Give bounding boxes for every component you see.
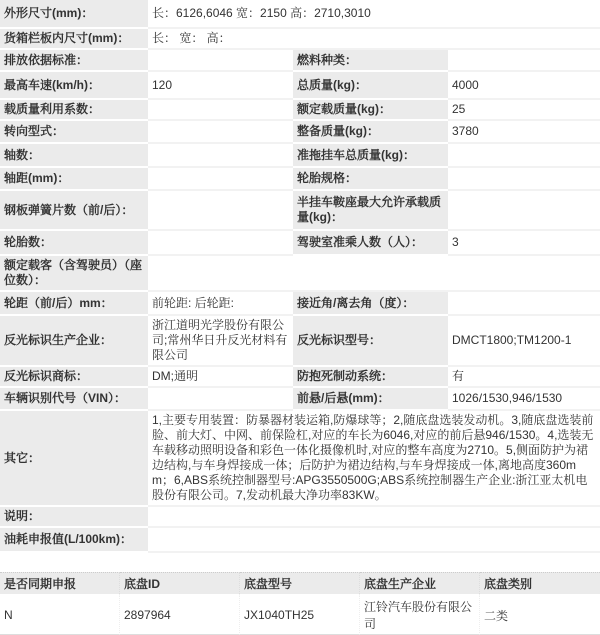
spec-row-axles-trailer <box>0 144 600 168</box>
label-rated-seating: 额定载客（含驾驶员）（座位数）： <box>0 256 148 292</box>
label-vin: 车辆识别代号（VIN）： <box>0 388 148 411</box>
value-tire-count <box>148 231 293 256</box>
label-overhang: 前悬/后悬(mm)： <box>293 388 448 411</box>
label-reflective-brand: 反光标识商标： <box>0 367 148 388</box>
value-load-utilization <box>148 100 293 121</box>
spec-row-reflective-maker <box>0 316 600 367</box>
value-emission-standard <box>148 50 293 72</box>
spec-row-speed-mass <box>0 72 600 100</box>
spec-row-fuel-consumption <box>0 528 600 553</box>
label-other: 其它： <box>0 411 148 507</box>
label-reflective-manufacturer: 反光标识生产企业： <box>0 316 148 367</box>
value-cargo-inner-size: 长： 宽： 高： <box>148 29 600 50</box>
label-approach-departure-angle: 接近角/离去角（度）： <box>293 292 448 316</box>
value-tire-spec <box>448 168 600 191</box>
spec-row-vin-overhang <box>0 388 600 411</box>
chassis-manufacturer: 江铃汽车股份有限公司 <box>360 596 480 635</box>
label-abs: 防抱死制动系统： <box>293 367 448 388</box>
chassis-header-id: 底盘ID <box>120 572 240 596</box>
label-rated-load: 额定载质量(kg)： <box>293 100 448 121</box>
label-cargo-inner-size: 货箱栏板内尺寸(mm)： <box>0 29 148 50</box>
label-cab-passengers: 驾驶室准乘人数（人）： <box>293 231 448 256</box>
value-fuel-type <box>448 50 600 72</box>
spec-row-wheelbase-tire <box>0 168 600 191</box>
label-total-mass: 总质量(kg)： <box>293 72 448 100</box>
label-leaf-springs: 钢板弹簧片数（前/后）： <box>0 191 148 231</box>
spec-row-steering-curb <box>0 121 600 144</box>
label-wheelbase: 轴距(mm)： <box>0 168 148 191</box>
label-steering-type: 转向型式： <box>0 121 148 144</box>
chassis-concurrent: N <box>0 596 120 635</box>
label-tire-count: 轮胎数： <box>0 231 148 256</box>
value-other: 1,主要专用装置：防暴器材装运箱,防爆球等；2,随底盘选装发动机。3,随底盘选装前脸、前大灯、中网、前保险杠,对应的车长为6046,对应的前后悬946/1530。4,选装无车载移动照明设备和彩色一体化摄像机时,对应的整车高度为2710。5,侧面防护为裙边结构,与车身焊接成一体；后防护为裙边结构,与车身焊接成一体,离地高度360mm；6,ABS系统控制器型号:APG3550500G;ABS系统控制器生产企业:浙江亚太机电股份有限公司。7,发动机最大净功率83KW。 <box>148 411 600 507</box>
value-track-width: 前轮距: 后轮距: <box>148 292 293 316</box>
label-overall-dimensions: 外形尺寸(mm)： <box>0 0 148 29</box>
chassis-category: 二类 <box>480 596 600 635</box>
value-max-speed: 120 <box>148 72 293 100</box>
spec-row-load-factor <box>0 100 600 121</box>
value-curb-weight: 3780 <box>448 121 600 144</box>
value-abs: 有 <box>448 367 600 388</box>
chassis-data-row <box>0 596 600 635</box>
value-fuel-consumption <box>148 528 600 553</box>
label-emission-standard: 排放依据标准： <box>0 50 148 72</box>
value-leaf-springs <box>148 191 293 231</box>
value-reflective-manufacturer: 浙江道明光学股份有限公司;常州华日升反光材料有限公司 <box>148 316 293 367</box>
chassis-table <box>0 572 600 635</box>
spec-row-springs-saddle <box>0 191 600 231</box>
spec-row-cargo-inner-size <box>0 29 600 50</box>
chassis-model: JX1040TH25 <box>240 596 360 635</box>
label-notes: 说明： <box>0 507 148 528</box>
value-rated-seating <box>148 256 600 292</box>
spec-row-notes <box>0 507 600 528</box>
chassis-header-model: 底盘型号 <box>240 572 360 596</box>
chassis-id: 2897964 <box>120 596 240 635</box>
spec-row-reflective-brand-abs <box>0 367 600 388</box>
value-trailer-mass <box>448 144 600 168</box>
value-total-mass: 4000 <box>448 72 600 100</box>
value-notes <box>148 507 600 528</box>
spec-row-seating <box>0 256 600 292</box>
value-cab-passengers: 3 <box>448 231 600 256</box>
value-reflective-brand: DM;通明 <box>148 367 293 388</box>
value-steering-type <box>148 121 293 144</box>
spec-row-dimensions <box>0 0 600 29</box>
value-vin <box>148 388 293 411</box>
label-axle-count: 轴数： <box>0 144 148 168</box>
label-track-width: 轮距（前/后）mm： <box>0 292 148 316</box>
value-reflective-model: DMCT1800;TM1200-1 <box>448 316 600 367</box>
label-max-speed: 最高车速(km/h)： <box>0 72 148 100</box>
chassis-header-manufacturer: 底盘生产企业 <box>360 572 480 596</box>
label-load-utilization: 载质量利用系数： <box>0 100 148 121</box>
label-curb-weight: 整备质量(kg)： <box>293 121 448 144</box>
value-overall-dimensions: 长：6126,6046 宽：2150 高：2710,3010 <box>148 0 600 29</box>
value-wheelbase <box>148 168 293 191</box>
value-overhang: 1026/1530,946/1530 <box>448 388 600 411</box>
chassis-header-row <box>0 572 600 596</box>
value-axle-count <box>148 144 293 168</box>
chassis-header-concurrent: 是否同期申报 <box>0 572 120 596</box>
label-reflective-model: 反光标识型号： <box>293 316 448 367</box>
value-saddle-load <box>448 191 600 231</box>
value-rated-load: 25 <box>448 100 600 121</box>
spec-row-track-angles <box>0 292 600 316</box>
label-fuel-type: 燃料种类： <box>293 50 448 72</box>
spec-row-tires-cab <box>0 231 600 256</box>
chassis-header-category: 底盘类别 <box>480 572 600 596</box>
label-fuel-consumption: 油耗申报值(L/100km)： <box>0 528 148 553</box>
label-saddle-load: 半挂车鞍座最大允许承载质量(kg)： <box>293 191 448 231</box>
label-tire-spec: 轮胎规格： <box>293 168 448 191</box>
spec-row-other <box>0 411 600 507</box>
spec-row-emission-fuel <box>0 50 600 72</box>
value-approach-departure-angle <box>448 292 600 316</box>
label-trailer-mass: 准拖挂车总质量(kg)： <box>293 144 448 168</box>
